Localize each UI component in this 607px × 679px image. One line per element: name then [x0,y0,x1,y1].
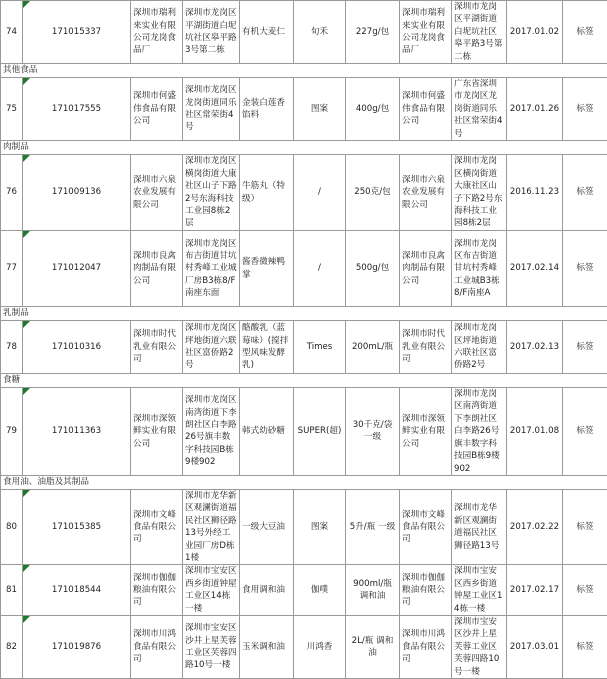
producer-name: 深圳市良禽肉制品有限公司 [131,231,183,307]
sample-code: 171019876 [23,615,131,678]
inspection-item: 标签 [563,231,607,307]
seller-address: 深圳市龙华新区观澜街道福民社区狮径路13号 [452,489,507,564]
brand: Times [294,321,346,374]
producer-address: 深圳市龙华新区观澜街道福民社区狮径路13号外经工业园厂房D栋1楼 [183,489,240,564]
row-number: 82 [1,615,23,678]
sample-code: 171009136 [23,155,131,231]
production-date: 2016.11.23 [507,155,563,231]
category-row [1,307,607,321]
table-row [1,388,607,476]
production-date: 2017.02.22 [507,489,563,564]
inspection-item: 标签 [563,155,607,231]
producer-address: 深圳市龙岗区布吉街道甘坑村秀峰工业城厂房B3栋8/F南座东面 [183,231,240,307]
producer-address: 深圳市龙岗区平湖街道白坭坑社区皋平路3号第二栋 [183,1,240,64]
producer-name: 深圳市何盛伟食品有限公司 [131,78,183,141]
specification: 900ml/瓶 调和油 [346,565,400,616]
table-row [1,321,607,374]
table-row [1,231,607,307]
product-name: 食用调和油 [240,565,294,616]
table-row [1,155,607,231]
production-date: 2017.02.17 [507,565,563,616]
product-name: 金装白莲香馅料 [240,78,294,141]
sample-code: 171010316 [23,321,131,374]
producer-address: 深圳市龙岗区坪地街道六联社区富侨路2号 [183,321,240,374]
seller-address: 深圳市龙岗区横岗街道大康社区山子下路2号东海科技工业园8栋2层 [452,155,507,231]
brand: 川鸿香 [294,615,346,678]
seller-name: 深圳市瑞利来实业有限公司龙岗食品厂 [400,1,452,64]
seller-address: 深圳市龙岗区坪地街道六联社区富侨路2号 [452,321,507,374]
category-row [1,141,607,155]
brand: 图案 [294,489,346,564]
producer-name: 深圳市川鸿食品有限公司 [131,615,183,678]
cell-comment-marker-icon [23,565,30,572]
producer-name: 深圳市文峰食品有限公司 [131,489,183,564]
seller-name: 深圳市文峰食品有限公司 [400,489,452,564]
seller-address: 深圳市龙岗区南湾街道下李朗社区白李路26号旗丰数字科技园B栋9楼902 [452,388,507,476]
seller-address: 深圳市龙岗区布吉街道甘坑村秀峰工业城B3栋8/F南座A [452,231,507,307]
sample-code: 171017555 [23,78,131,141]
seller-name: 深圳市时代乳业有限公司 [400,321,452,374]
production-date: 2017.01.26 [507,78,563,141]
production-date: 2017.02.13 [507,321,563,374]
specification: 250克/包 [346,155,400,231]
cell-comment-marker-icon [23,388,30,395]
seller-name: 深圳市六泉农业发展有限公司 [400,155,452,231]
sample-code: 171012047 [23,231,131,307]
category-label: 肉制品 [1,141,607,155]
producer-address: 深圳市龙岗区横岗街道大康社区山子下路2号东海科技工业园8栋2层 [183,155,240,231]
inspection-item: 标签 [563,489,607,564]
sample-code: 171011363 [23,388,131,476]
producer-address: 深圳市宝安区沙井上星芙蓉工业区芙蓉四路10号一楼 [183,615,240,678]
cell-comment-marker-icon [23,321,30,328]
brand: / [294,231,346,307]
producer-name: 深圳市六泉农业发展有限公司 [131,155,183,231]
seller-name: 深圳市良禽肉制品有限公司 [400,231,452,307]
producer-address: 深圳市宝安区西乡街道钟屋工业区14栋一楼 [183,565,240,616]
inspection-item: 标签 [563,321,607,374]
inspection-item: 标签 [563,78,607,141]
seller-name: 深圳市川鸿食品有限公司 [400,615,452,678]
brand: SUPER(超) [294,388,346,476]
seller-address: 深圳市龙岗区平湖街道白坭坑社区皋平路3号第二栋 [452,1,507,64]
table-row [1,565,607,616]
row-number: 80 [1,489,23,564]
product-name: 酪酸乳（蓝莓味）(搅拌型风味发酵乳) [240,321,294,374]
producer-name: 深圳市瑞利来实业有限公司龙岗食品厂 [131,1,183,64]
production-date: 2017.01.02 [507,1,563,64]
category-row [1,475,607,489]
row-number: 74 [1,1,23,64]
seller-address: 广东省深圳市龙岗区龙岗街道同乐社区常荣街4号 [452,78,507,141]
category-label: 其他食品 [1,64,607,78]
category-label: 食用油、油脂及其制品 [1,475,607,489]
product-name: 韩式幼砂糖 [240,388,294,476]
row-number: 77 [1,231,23,307]
specification: 2L/瓶 调和油 [346,615,400,678]
producer-address: 深圳市龙岗区南湾街道下李朗社区白李路26号旗丰数字科技园B栋9楼902 [183,388,240,476]
row-number: 78 [1,321,23,374]
producer-name: 深圳市时代乳业有限公司 [131,321,183,374]
sample-code: 171015337 [23,1,131,64]
cell-comment-marker-icon [23,231,30,238]
producer-name: 深圳市深领鲜实业有限公司 [131,388,183,476]
table-row [1,489,607,564]
cell-comment-marker-icon [23,490,30,497]
production-date: 2017.01.08 [507,388,563,476]
inspection-item: 标签 [563,565,607,616]
cell-comment-marker-icon [23,155,30,162]
category-row [1,374,607,388]
inspection-item: 标签 [563,388,607,476]
cell-comment-marker-icon [23,78,30,85]
production-date: 2017.03.01 [507,615,563,678]
specification: 227g/包 [346,1,400,64]
product-name: 酱香微辣鸭掌 [240,231,294,307]
seller-name: 深圳市深领鲜实业有限公司 [400,388,452,476]
row-number: 81 [1,565,23,616]
producer-address: 深圳市龙岗区龙岗街道同乐社区常荣街4号 [183,78,240,141]
brand: 图案 [294,78,346,141]
product-name: 有机大麦仁 [240,1,294,64]
specification: 400g/包 [346,78,400,141]
seller-address: 深圳市宝安区沙井上星芙蓉工业区芙蓉四路10号一楼 [452,615,507,678]
category-label: 食糖 [1,374,607,388]
specification: 5升/瓶 一级 [346,489,400,564]
row-number: 79 [1,388,23,476]
brand: 旬禾 [294,1,346,64]
product-name: 牛筋丸（特级） [240,155,294,231]
cell-comment-marker-icon [23,1,30,8]
row-number: 75 [1,78,23,141]
brand: / [294,155,346,231]
sample-code: 171018544 [23,565,131,616]
production-date: 2017.02.14 [507,231,563,307]
sample-code: 171015385 [23,489,131,564]
category-label: 乳制品 [1,307,607,321]
product-name: 玉米调和油 [240,615,294,678]
seller-name: 深圳市伽伽粮油有限公司 [400,565,452,616]
row-number: 76 [1,155,23,231]
cell-comment-marker-icon [23,616,30,623]
inspection-item: 标签 [563,1,607,64]
specification: 500g/包 [346,231,400,307]
brand: 伽噗 [294,565,346,616]
table-row [1,1,607,64]
inspection-item: 标签 [563,615,607,678]
table-row [1,78,607,141]
seller-address: 深圳市宝安区西乡街道钟屋工业区14栋一楼 [452,565,507,616]
seller-name: 深圳市何盛伟食品有限公司 [400,78,452,141]
product-name: 一级大豆油 [240,489,294,564]
specification: 200mL/瓶 [346,321,400,374]
category-row [1,64,607,78]
table-row [1,615,607,678]
producer-name: 深圳市伽伽粮油有限公司 [131,565,183,616]
specification: 30千克/袋 一级 [346,388,400,476]
